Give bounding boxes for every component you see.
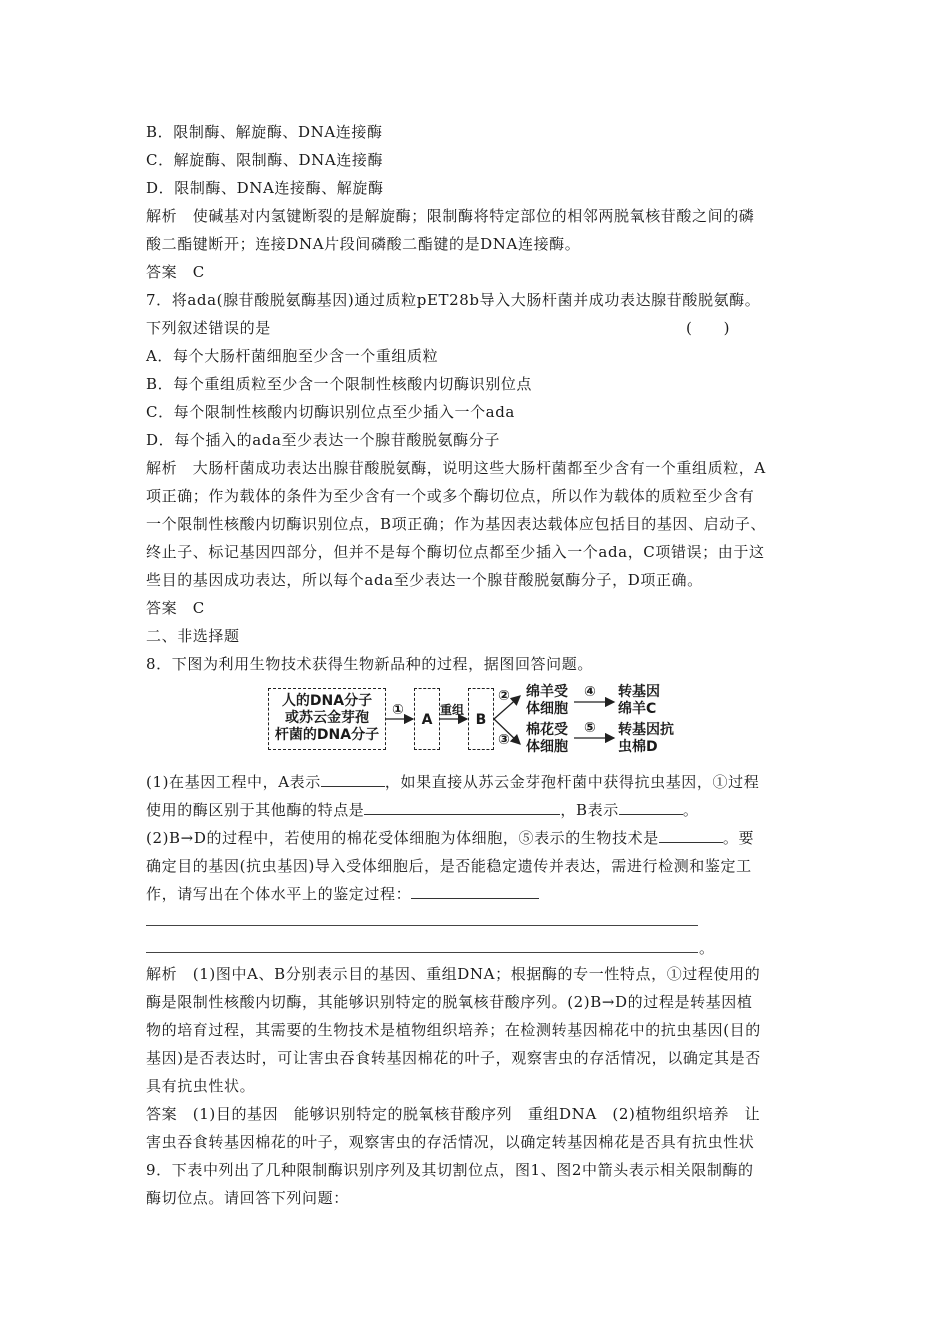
blank-technique[interactable] (659, 828, 723, 843)
analysis-q8-line3: 物的培育过程，其需要的生物技术是植物组织培养；在检测转基因棉花中的抗虫基因(目的 (146, 1021, 761, 1039)
source-line1: 人的DNA分子 (281, 693, 373, 709)
option-b-q7: B．每个重组质粒至少含一个限制性核酸内切酶识别位点 (146, 375, 533, 393)
analysis-q8-line1: 解析 (1)图中A、B分别表示目的基因、重组DNA；根据酶的专一性特点，①过程使用的 (146, 965, 761, 983)
option-c-q7: C．每个限制性核酸内切酶识别位点至少插入一个ada (146, 403, 515, 421)
q8-part1-line1 (146, 772, 759, 792)
analysis-q6-line1: 解析 使碱基对内氢键断裂的是解旋酶；限制酶将特定部位的相邻两脱氧核苷酸之间的磷 (146, 207, 755, 225)
q8-p1b: ，如果直接从苏云金芽孢杆菌中获得抗虫基因，①过程 (384, 773, 760, 791)
analysis-q7-line4: 终止子、标记基因四部分，但并不是每个酶切位点都至少插入一个ada，C项错误；由于这 (146, 543, 765, 561)
sheep-result-line2: 绵羊C (618, 701, 657, 717)
blank-enzyme-feature[interactable] (364, 800, 560, 815)
option-a-q7: A．每个大肠杆菌细胞至少含一个重组质粒 (146, 347, 439, 365)
blank-a[interactable] (321, 772, 385, 787)
sheep-result-line1: 转基因 (618, 684, 660, 700)
answer-bracket: ( ) (686, 319, 731, 337)
answer-line-2[interactable] (146, 952, 698, 953)
cotton-cell-line1: 棉花受 (526, 722, 568, 738)
analysis-q8-line4: 基因)是否表达时，可让害虫吞食转基因棉花的叶子，观察害虫的存活情况，以确定其是否 (146, 1049, 761, 1067)
answer-q6: 答案 C (146, 263, 205, 281)
answer-q8-line1: 答案 (1)目的基因 能够识别特定的脱氧核苷酸序列 重组DNA (2)植物组织培养 让 (146, 1105, 761, 1123)
q8-p1a: (1)在基因工程中，A表示 (146, 773, 321, 791)
box-b: B (468, 688, 494, 750)
question-9-line1: 9．下表中列出了几种限制酶识别序列及其切割位点，图1、图2中箭头表示相关限制酶的 (146, 1161, 754, 1179)
step2-label: ② (498, 688, 510, 704)
analysis-q6-line2: 酸二酯键断开；连接DNA片段间磷酸二酯键的是DNA连接酶。 (146, 235, 581, 253)
sheep-result-label (618, 684, 660, 718)
step4-label: ④ (584, 684, 596, 700)
analysis-q7-line5: 些目的基因成功表达，所以每个ada至少表达一个腺苷酸脱氨酶分子，D项正确。 (146, 571, 703, 589)
cotton-result-label (618, 722, 674, 756)
cotton-cell-label (526, 722, 568, 756)
question-8-stem: 8．下图为利用生物技术获得生物新品种的过程，据图回答问题。 (146, 655, 593, 673)
blank-b[interactable] (619, 800, 683, 815)
option-d-q7: D．每个插入的ada至少表达一个腺苷酸脱氨酶分子 (146, 431, 500, 449)
cotton-result-line1: 转基因抗 (618, 722, 674, 738)
question-7-stem: 7．将ada(腺苷酸脱氨酶基因)通过质粒pET28b导入大肠杆菌并成功表达腺苷酸脱氨酶。 (146, 291, 761, 309)
step1-label: ① (392, 702, 404, 718)
question-7-prompt: 下列叙述错误的是 (146, 319, 271, 337)
analysis-q8-line2: 酶是限制性核酸内切酶，其能够识别特定的脱氧核苷酸序列。(2)B→D的过程是转基因植 (146, 993, 753, 1011)
q8-p1c: 使用的酶区别于其他酶的特点是 (146, 801, 365, 819)
analysis-q7-line1: 解析 大肠杆菌成功表达出腺苷酸脱氨酶，说明这些大肠杆菌都至少含有一个重组质粒，A (146, 459, 766, 477)
question-9-line2: 酶切位点。请回答下列问题： (146, 1189, 349, 1207)
section-heading: 二、非选择题 (146, 627, 240, 645)
q8-part1-line2 (146, 800, 698, 820)
box-a: A (414, 688, 440, 750)
blank-identification-1[interactable] (411, 884, 539, 899)
q8-p1d: ，B表示 (560, 801, 619, 819)
sheep-cell-line2: 体细胞 (526, 701, 568, 717)
recombine-label: 重组 (440, 703, 465, 717)
q8-p2a: (2)B→D的过程中，若使用的棉花受体细胞为体细胞，⑤表示的生物技术是 (146, 829, 659, 847)
answer-q8-line2: 害虫吞食转基因棉花的叶子，观察害虫的存活情况，以确定转基因棉花是否具有抗虫性状 (146, 1133, 755, 1151)
source-line3: 杆菌的DNA分子 (274, 727, 380, 743)
sheep-cell-label (526, 684, 568, 718)
step5-label: ⑤ (584, 720, 596, 736)
q8-p2d: 作，请写出在个体水平上的鉴定过程： (146, 885, 412, 903)
option-b-q6: B．限制酶、解旋酶、DNA连接酶 (146, 123, 383, 141)
q8-p1e: 。 (682, 801, 699, 819)
q8-part2-line1 (146, 828, 754, 848)
analysis-q7-line3: 一个限制性核酸内切酶识别位点，B项正确；作为基因表达载体应包括目的基因、启动子、 (146, 515, 767, 533)
answer-line-1[interactable] (146, 925, 698, 926)
option-c-q6: C．解旋酶、限制酶、DNA连接酶 (146, 151, 384, 169)
q8-part2-line3 (146, 884, 539, 904)
cotton-result-line2: 虫棉D (618, 739, 658, 755)
step3-label: ③ (498, 732, 510, 748)
source-line2: 或苏云金芽孢 (285, 710, 369, 726)
sheep-cell-line1: 绵羊受 (526, 684, 568, 700)
answer-q7: 答案 C (146, 599, 205, 617)
analysis-q7-line2: 项正确；作为载体的条件为至少含有一个或多个酶切位点，所以作为载体的质粒至少含有 (146, 487, 755, 505)
end-period: 。 (699, 939, 715, 957)
cotton-cell-line2: 体细胞 (526, 739, 568, 755)
option-d-q6: D．限制酶、DNA连接酶、解旋酶 (146, 179, 384, 197)
process-diagram (268, 684, 688, 756)
q8-p2b: 。要 (722, 829, 755, 847)
analysis-q8-line5: 具有抗虫性状。 (146, 1077, 256, 1095)
q8-part2-line2: 确定目的基因(抗虫基因)导入受体细胞后，是否能稳定遗传并表达，需进行检测和鉴定工 (146, 857, 752, 875)
